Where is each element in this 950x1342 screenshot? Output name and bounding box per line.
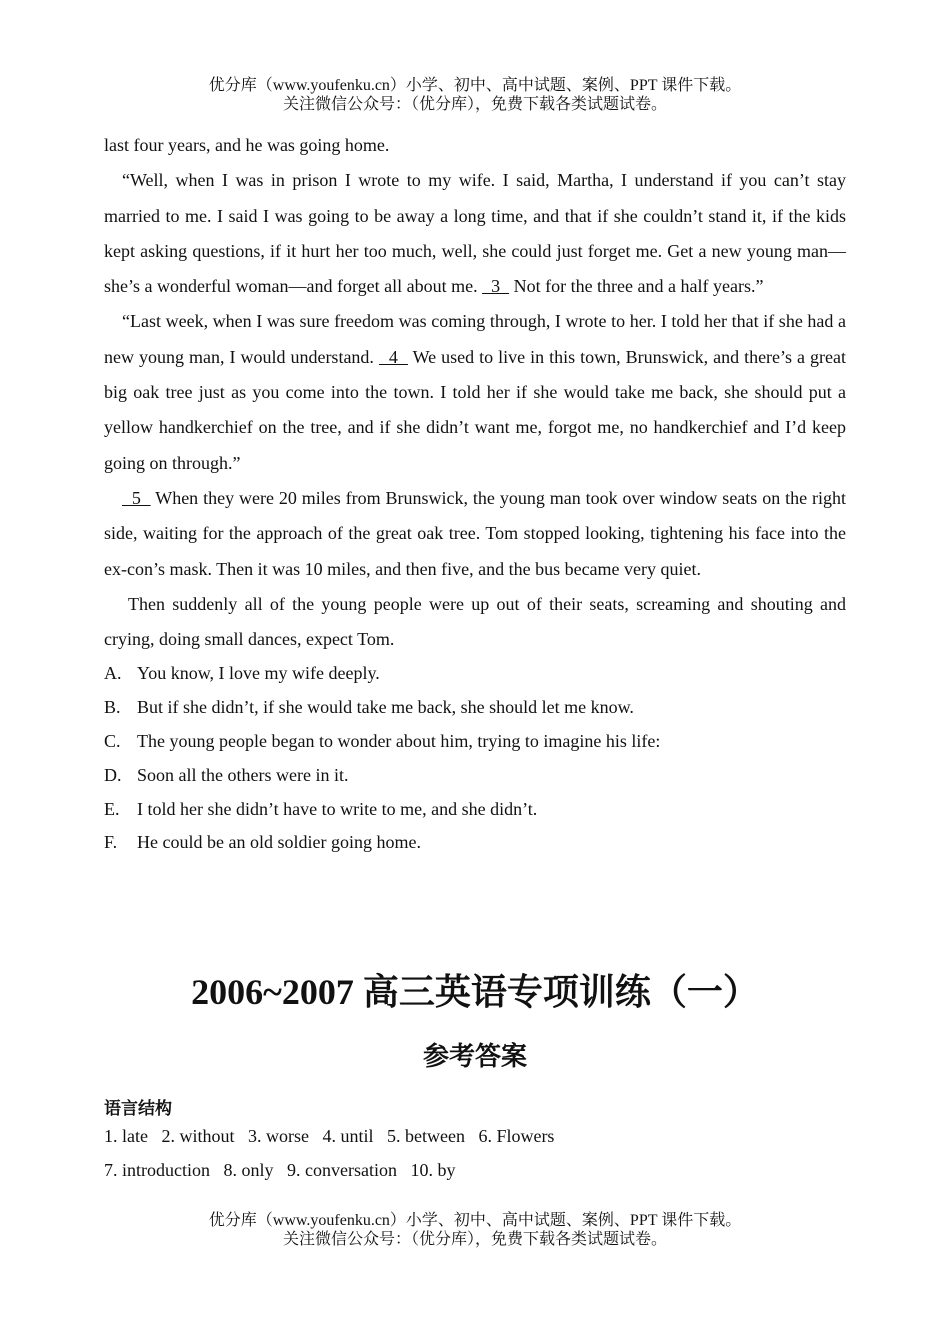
answers-line-2: 7. introduction 8. only 9. conversation 10. by [104, 1160, 456, 1180]
footer-line-2: 关注微信公众号：（优分库），免费下载各类试题试卷。 [282, 1231, 667, 1248]
option-e [104, 793, 846, 827]
option-letter: A. [104, 663, 122, 684]
passage-paragraph-2 [104, 304, 846, 480]
header-line-1: 优分库（www.youfenku.cn）小学、初中、高中试题、案例、PPT 课件下载。 [208, 77, 742, 94]
answer-key-title: 2006~2007 高三英语专项训练（一） [191, 972, 759, 1012]
option-letter: D. [104, 764, 122, 785]
page-footer [0, 1211, 950, 1249]
option-a [104, 657, 846, 691]
option-text: Soon all the others were in it. [137, 764, 349, 785]
option-text: I told her she didn’t have to write to me, and she didn’t. [137, 798, 538, 819]
footer-line-1: 优分库（www.youfenku.cn）小学、初中、高中试题、案例、PPT 课件下载。 [208, 1212, 742, 1229]
header-line-2: 关注微信公众号：（优分库），免费下载各类试题试卷。 [282, 96, 667, 113]
option-text: You know, I love my wife deeply. [137, 663, 380, 684]
blank-4: 4 [378, 346, 408, 367]
options-list [104, 657, 846, 860]
answer-key-subtitle: 参考答案 [422, 1042, 527, 1072]
option-text: The young people began to wonder about him, trying to imagine his life: [137, 731, 661, 752]
passage-paragraph-3 [104, 481, 846, 587]
option-letter: B. [104, 697, 121, 718]
blank-5: 5 [122, 487, 151, 508]
page-header [0, 76, 950, 114]
option-text: He could be an old soldier going home. [137, 832, 421, 853]
option-c [104, 725, 846, 759]
p2-text-before: “Last week, when I was sure freedom was coming through, I wrote to her. I told her that if she had a new young man, I would understand. [104, 311, 846, 367]
p1-text-before: “Well, when I was in prison I wrote to my wife. I said, Martha, I understand if you can’t stay married to me. I said I was going to be away a long time, and that if she couldn’t stand it, if the kids kept asking questions, if it hurt her too much, well, she could just forget me. Get a new young man—she’s a wonderful woman—and forget all about me. [104, 170, 846, 297]
p1-text-after: Not for the three and a half years.” [509, 276, 764, 297]
p3-text-after: When they were 20 miles from Brunswick, the young man took over window seats on the right side, waiting for the approach of the great oak tree. Tom stopped looking, tightening his face into the ex-con’s mask. Then it was 10 miles, and then five, and the bus became very quiet. [104, 487, 846, 579]
passage-paragraph-0: last four years, and he was going home. [104, 135, 390, 155]
option-b [104, 691, 846, 725]
option-d [104, 759, 846, 793]
option-letter: F. [104, 832, 118, 853]
section-heading: 语言结构 [104, 1099, 172, 1119]
passage [104, 128, 846, 860]
p2-text-after: We used to live in this town, Brunswick, and there’s a great big oak tree just as you come into the town. I told her if she would take me back, she should put a yellow handkerchief on the tree, and if she didn’t want me, forgot me, no handkerchief and I’d keep going on through.” [104, 346, 847, 473]
option-letter: C. [104, 731, 121, 752]
blank-3: 3 [482, 276, 510, 297]
answers-line-1: 1. late 2. without 3. worse 4. until 5. between 6. Flowers [104, 1126, 555, 1146]
passage-paragraph-4 [104, 587, 846, 658]
option-text: But if she didn’t, if she would take me back, she should let me know. [137, 697, 634, 718]
passage-paragraph-1 [104, 163, 846, 304]
option-f [104, 826, 846, 860]
p4-text: Then suddenly all of the young people were up out of their seats, screaming and shouting and crying, doing small dances, expect Tom. [104, 593, 846, 650]
option-letter: E. [104, 798, 120, 819]
